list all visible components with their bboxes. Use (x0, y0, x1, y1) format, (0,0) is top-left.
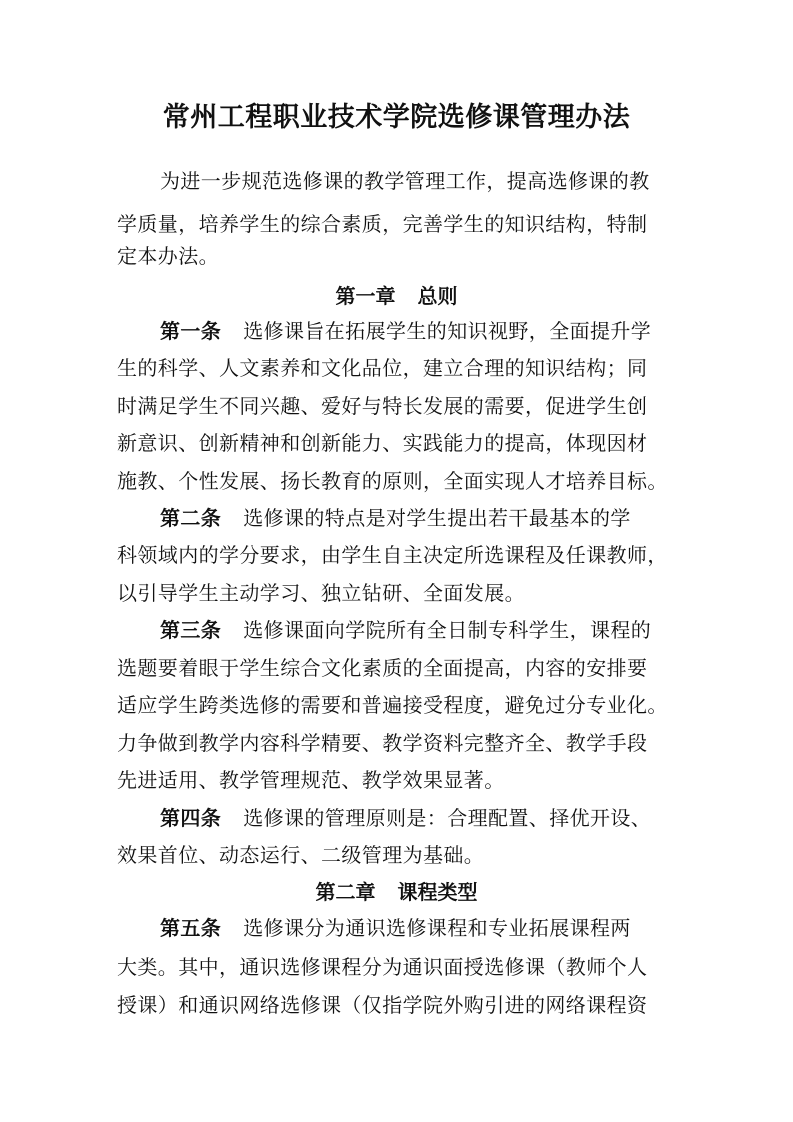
article-3-line-3: 适应学生跨类选修的需要和普遍接受程度，避免过分专业化。 (117, 693, 668, 717)
article-2-line-2: 科领域内的学分要求，由学生自主决定所选课程及任课教师， (117, 543, 668, 567)
chapter-2-number: 第二章 (315, 880, 376, 904)
article-4-line-2: 效果首位、动态运行、二级管理为基础。 (117, 843, 485, 867)
article-1-line-2: 生的科学、人文素养和文化品位，建立合理的知识结构；同 (117, 356, 648, 380)
chapter-2-name: 课程类型 (397, 880, 478, 904)
article-3-label: 第三条 (160, 618, 222, 642)
article-5-line-1 (160, 914, 631, 942)
article-1-line-5: 施教、个性发展、扬长教育的原则，全面实现人才培养目标。 (117, 469, 668, 493)
intro-line-3: 定本办法。 (117, 244, 219, 268)
article-3-line-5: 先进适用、教学管理规范、教学效果显著。 (117, 768, 505, 792)
chapter-1-number: 第一章 (335, 284, 396, 308)
article-5-text: 选修课分为通识选修课程和专业拓展课程两 (243, 916, 631, 940)
intro-line-1: 为进一步规范选修课的教学管理工作，提高选修课的教 (160, 169, 650, 193)
article-1-text: 选修课旨在拓展学生的知识视野，全面提升学 (243, 319, 652, 343)
article-1-line-4: 新意识、创新精神和创新能力、实践能力的提高，体现因材 (117, 431, 648, 455)
article-4-line-1 (160, 804, 651, 832)
article-1-line-1 (160, 317, 651, 345)
article-2-line-3: 以引导学生主动学习、独立钻研、全面发展。 (117, 581, 525, 605)
article-3-text: 选修课面向学院所有全日制专科学生，课程的 (243, 618, 652, 642)
article-4-text: 选修课的管理原则是：合理配置、择优开设、 (243, 806, 652, 830)
article-1-line-3: 时满足学生不同兴趣、爱好与特长发展的需要，促进学生创 (117, 394, 648, 418)
article-2-text: 选修课的特点是对学生提出若干最基本的学 (243, 506, 631, 530)
article-5-line-2: 大类。其中，通识选修课程分为通识面授选修课（教师个人 (117, 955, 648, 979)
chapter-1-heading (0, 282, 793, 310)
chapter-2-heading (0, 878, 793, 906)
article-5-line-3: 授课）和通识网络选修课（仅指学院外购引进的网络课程资 (117, 993, 648, 1017)
intro-line-2: 学质量，培养学生的综合素质，完善学生的知识结构，特制 (117, 212, 648, 236)
article-2-label: 第二条 (160, 506, 222, 530)
article-3-line-1 (160, 616, 651, 644)
article-3-line-4: 力争做到教学内容科学精要、教学资料完整齐全、教学手段 (117, 731, 648, 755)
article-1-label: 第一条 (160, 319, 222, 343)
article-4-label: 第四条 (160, 806, 222, 830)
chapter-1-name: 总则 (417, 284, 458, 308)
document-title: 常州工程职业技术学院选修课管理办法 (162, 102, 631, 133)
article-5-label: 第五条 (160, 916, 222, 940)
article-3-line-2: 选题要着眼于学生综合文化素质的全面提高，内容的安排要 (117, 656, 648, 680)
article-2-line-1 (160, 504, 631, 532)
